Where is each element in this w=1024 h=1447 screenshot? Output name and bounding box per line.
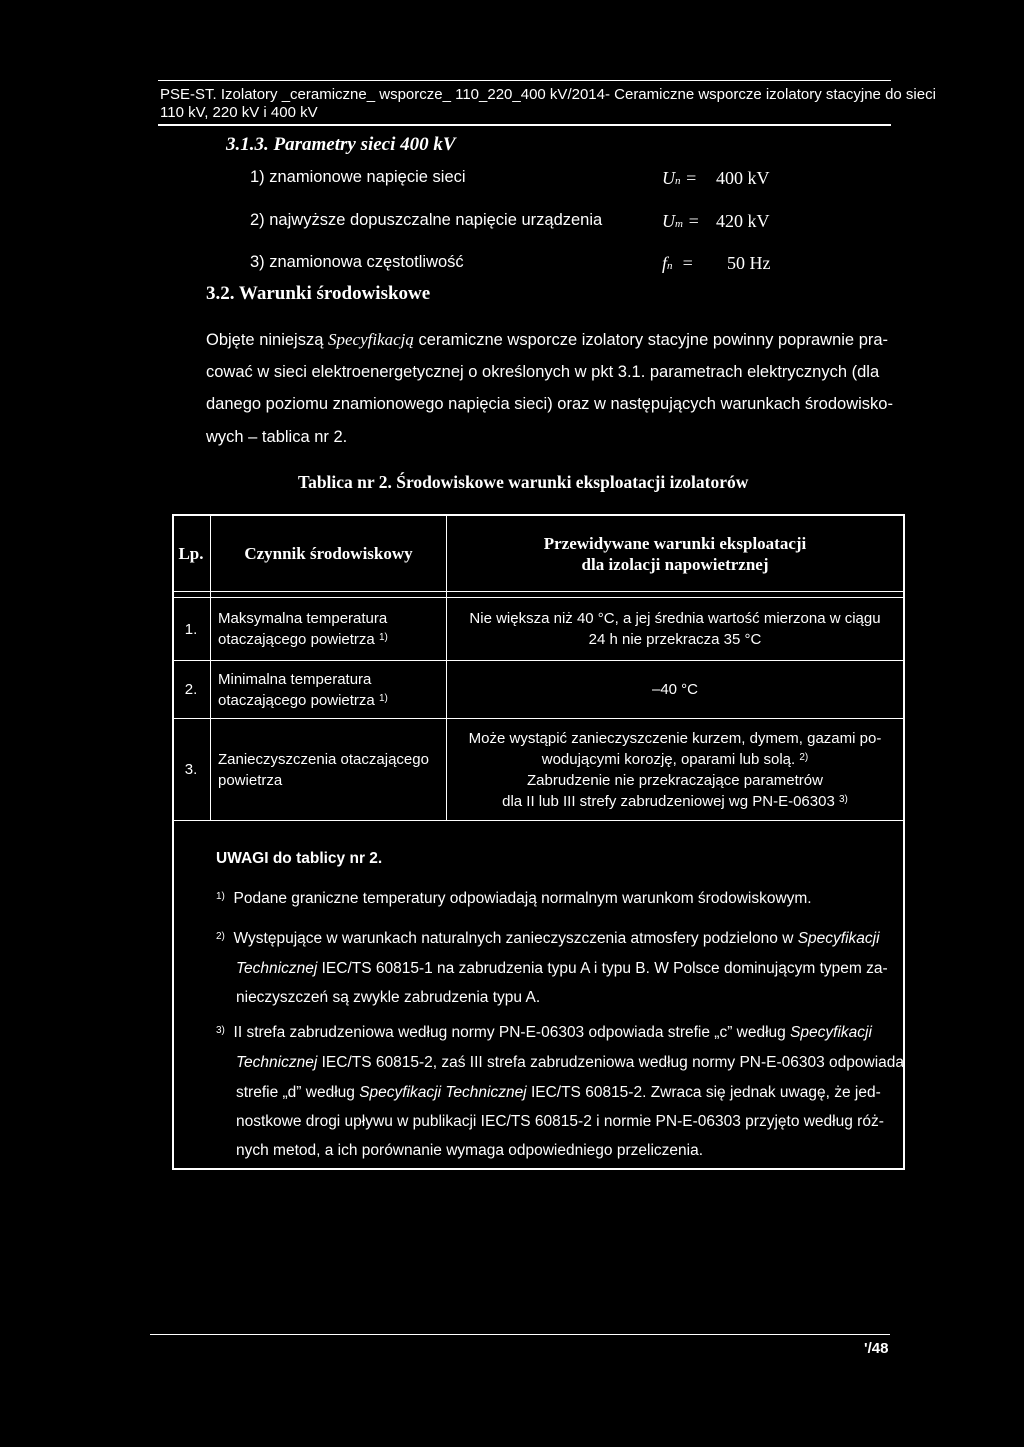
header-conditions [447,516,903,591]
row-1-factor-line-2: otaczającego powietrza $^{1)}$ [218,631,388,648]
section-title-32: 3.2. Warunki środowiskowe [206,283,431,304]
note-2-line-1: $^{2)}$ Występujące w warunkach naturalnych zanieczyszczenia atmosfery podzielono w Specyfikacji [216,930,880,947]
header-top-rule [158,80,891,81]
header-line-1: PSE-ST. Izolatory _ceramiczne_ wsporcze_ 110_220_400 kV/2014- Ceramiczne wsporcze izolatory stacyjne do sieci [160,86,936,103]
paragraph-line-4: wych – tablica nr 2. [206,428,348,446]
header-bottom-rule [158,124,891,126]
section-title-313: 3.1.3. Parametry sieci 400 kV [226,134,456,155]
note-1: $^{1)}$ Podane graniczne temperatury odpowiadają normalnym warunkom środowiskowym. [216,890,812,907]
row-3-conditions [447,719,903,820]
row-2-lp: 2. [184,681,198,698]
header-line-2: 110 kV, 220 kV i 400 kV [160,104,318,121]
param-symbol-um: Um = [662,211,700,231]
notes-title: UWAGI do tablicy nr 2. [216,850,383,867]
footer-rule [150,1334,890,1335]
table-header-rule-1 [172,591,905,592]
row-1-factor [218,598,446,660]
note-3-line-1: $^{3)}$ II strefa zabrudzeniowa według normy PN-E-06303 odpowiada strefie „c” według Specyfikacji [216,1024,872,1041]
note-3-line-3: strefie „d” według Specyfikacji Technicznej IEC/TS 60815-2. Zwraca się jednak uwagę, że jed- [236,1084,881,1101]
row-2-factor-line-2: otaczającego powietrza $^{1)}$ [218,691,388,709]
param-value-2: 420 kV [716,211,770,231]
row-1-conditions-line-1: Nie większa niż 40 °C, a jej średnia wartość mierzona w ciągu [469,610,881,627]
header-conditions-line-1: Przewidywane warunki eksploatacji [543,533,807,553]
header-conditions-line-2: dla izolacji napowietrznej [581,554,769,574]
row-separator-3 [172,820,905,821]
note-3-line-5: nych metod, a ich porównanie wymaga odpowiedniego przeliczenia. [236,1142,703,1159]
note-3-line-4: nostkowe drogi upływu w publikacji IEC/TS 60815-2 i normie PN-E-06303 przyjęto według róż- [236,1113,884,1130]
table-caption: Tablica nr 2. Środowiskowe warunki eksploatacji izolatorów [298,472,749,492]
note-3-line-2: Technicznej IEC/TS 60815-2, zaś III strefa zabrudzeniowa według normy PN-E-06303 odpowiada [236,1054,905,1071]
note-2-line-2: Technicznej IEC/TS 60815-1 na zabrudzenia typu A i typu B. W Polsce dominującym typem za- [236,960,888,977]
row-3-conditions-line-4: dla II lub III strefy zabrudzeniowej wg PN-E-06303 $^{3)}$ [502,792,848,810]
paragraph-line-1: Objęte niniejszą Specyfikacją ceramiczne wsporcze izolatory stacyjne powinny poprawnie pra- [206,330,889,349]
page-number: '/48 [864,1340,889,1357]
param-symbol-fn: fn = [662,253,694,273]
param-label-2: 2) najwyższe dopuszczalne napięcie urządzenia [250,211,603,229]
param-value-1: 400 kV [716,168,770,188]
param-label-1: 1) znamionowe napięcie sieci [250,168,466,186]
row-2-conditions: –40 °C [651,681,699,698]
row-3-factor [218,719,446,820]
row-2-factor [218,661,446,718]
row-3-conditions-line-2: wodującymi korozję, oparami lub solą. $^{2)}$ [541,750,809,768]
row-2-factor-line-1: Minimalna temperatura [218,670,372,688]
row-3-conditions-line-1: Może wystąpić zanieczyszczenie kurzem, dymem, gazami po- [468,729,882,747]
row-1-factor-line-1: Maksymalna temperatura [218,610,388,627]
row-1-lp: 1. [184,620,198,638]
row-3-factor-line-2: powietrza [218,771,283,789]
row-3-conditions-line-3: Zabrudzenie nie przekraczające parametrów [527,771,823,789]
param-value-3: 50 Hz [727,253,771,273]
param-symbol-un: Un = [662,168,698,188]
header-lp: Lp. [178,544,204,563]
header-factor: Czynnik środowiskowy [244,544,413,563]
row-1-conditions-line-2: 24 h nie przekracza 35 °C [588,631,762,648]
row-1-conditions [447,598,903,660]
note-2-line-3: nieczyszczeń są zwykle zabrudzenia typu A. [236,989,541,1006]
row-3-lp: 3. [184,761,198,778]
paragraph-line-3: danego poziomu znamionowego napięcia sieci) oraz w następujących warunkach środowisko- [206,395,893,413]
row-3-factor-line-1: Zanieczyszczenia otaczającego [218,750,429,768]
param-label-3: 3) znamionowa częstotliwość [250,253,464,271]
paragraph-line-2: cować w sieci elektroenergetycznej o określonych w pkt 3.1. parametrach elektrycznych (dla [206,363,880,381]
